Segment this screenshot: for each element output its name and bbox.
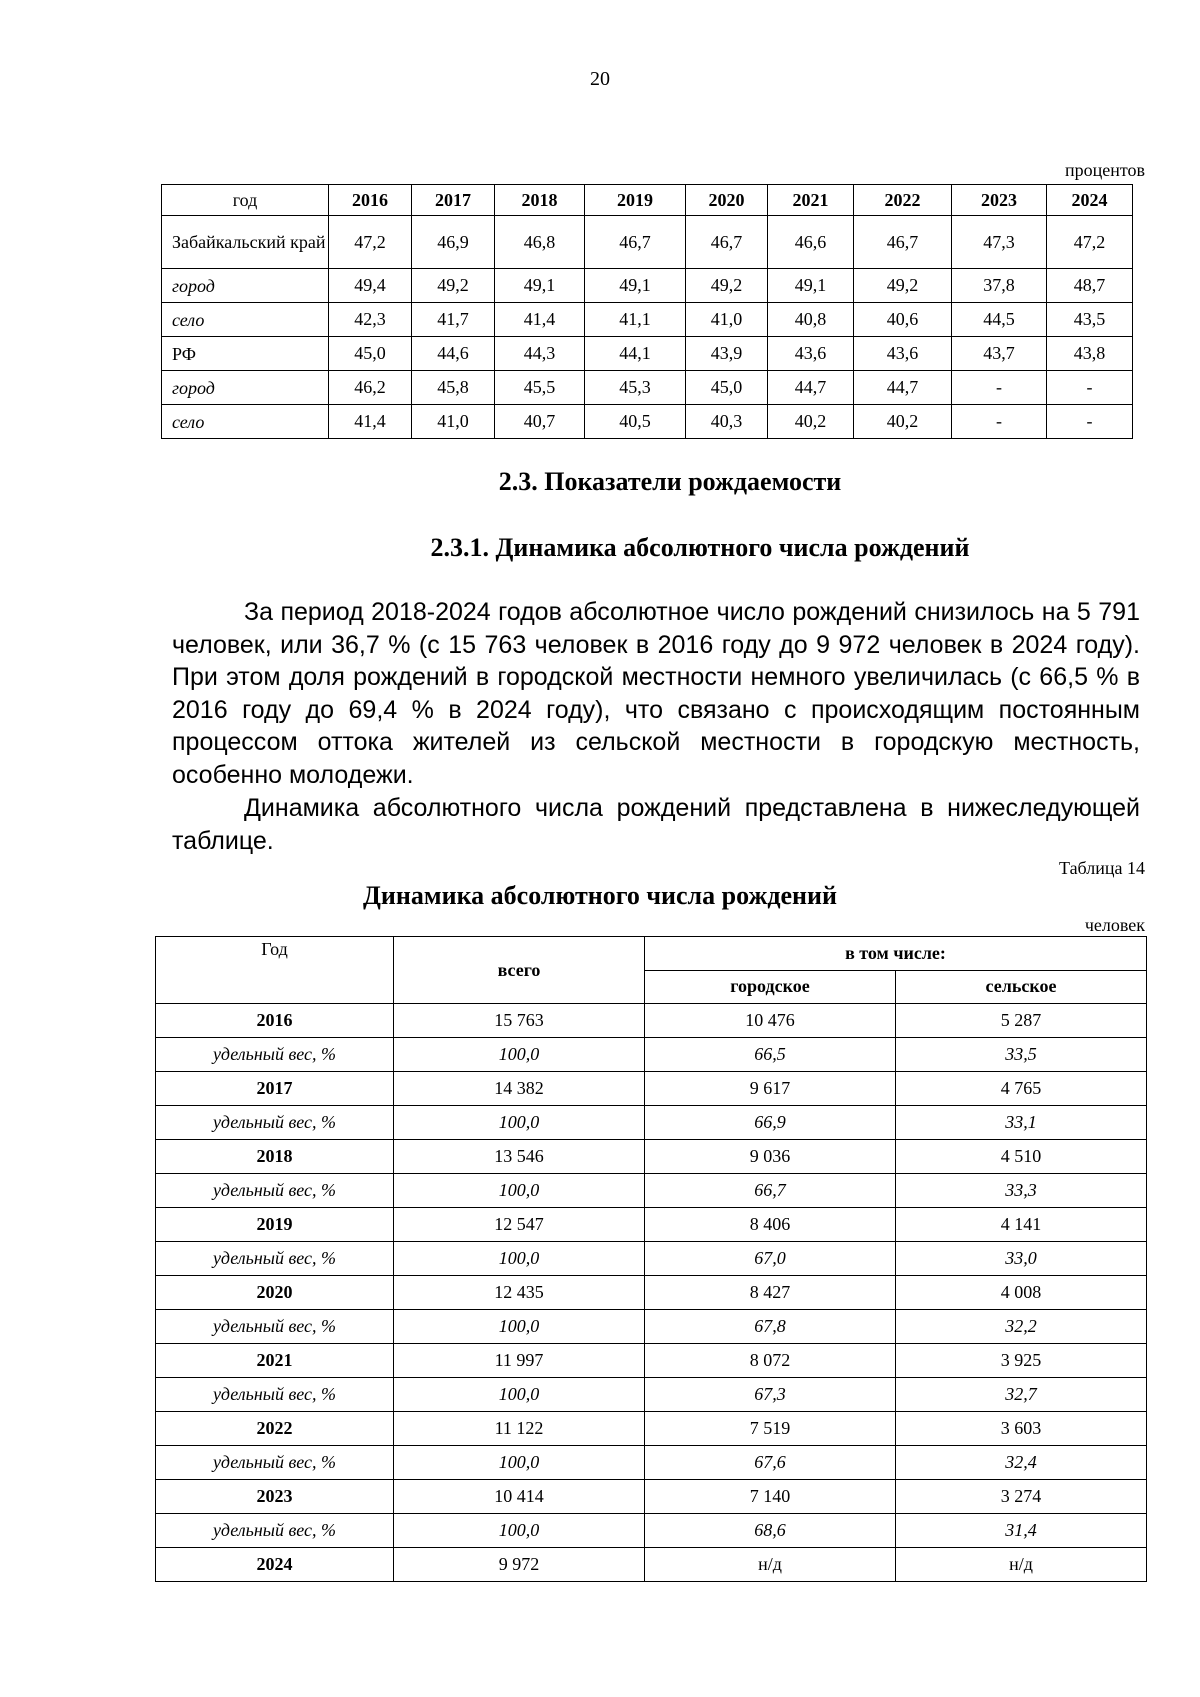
value-cell: 44,5 — [952, 303, 1047, 337]
value-cell: - — [1047, 371, 1133, 405]
row-label: 2021 — [156, 1344, 394, 1378]
value-cell: 46,2 — [329, 371, 412, 405]
urban-column-header: городское — [645, 970, 896, 1004]
table-number-label: Таблица 14 — [1059, 858, 1145, 878]
table-row — [162, 405, 1133, 439]
table-row — [156, 1242, 1147, 1276]
value-cell: 49,2 — [412, 269, 495, 303]
table-row — [156, 1174, 1147, 1208]
table1-header-cell: 2024 — [1047, 185, 1133, 216]
urban-cell: 7 519 — [645, 1412, 896, 1446]
value-cell: 47,2 — [1047, 216, 1133, 269]
table-row — [156, 1446, 1147, 1480]
total-cell: 100,0 — [394, 1378, 645, 1412]
table1-header-cell: 2020 — [686, 185, 768, 216]
value-cell: 44,7 — [768, 371, 854, 405]
including-header: в том числе: — [645, 937, 1147, 971]
rural-cell: 3 274 — [896, 1480, 1147, 1514]
total-cell: 100,0 — [394, 1242, 645, 1276]
value-cell: 41,4 — [329, 405, 412, 439]
table-row — [162, 371, 1133, 405]
table-row — [156, 1106, 1147, 1140]
row-label: 2017 — [156, 1072, 394, 1106]
urban-cell: 9 036 — [645, 1140, 896, 1174]
value-cell: 44,6 — [412, 337, 495, 371]
total-cell: 100,0 — [394, 1174, 645, 1208]
value-cell: 48,7 — [1047, 269, 1133, 303]
rural-cell: 4 765 — [896, 1072, 1147, 1106]
urban-cell: 67,8 — [645, 1310, 896, 1344]
value-cell: 40,7 — [495, 405, 585, 439]
value-cell: 45,0 — [686, 371, 768, 405]
row-label: 2023 — [156, 1480, 394, 1514]
value-cell: 46,8 — [495, 216, 585, 269]
table-row — [156, 1072, 1147, 1106]
body-paragraph: За период 2018-2024 годов абсолютное число рождений снизилось на 5 791 человек, или 36,7 % (с 15 763 человек в 2016 году до 9 972 человек в 2024 году). При этом доля рождений в городской местности немного увеличилась (с 66,5 % в 2016 году до 69,4 % в 2024 году), что связано с происходящим постоянным процессом оттока жителей из сельской местности в городскую местность, особенно молодежи. — [172, 598, 1140, 789]
row-label: 2024 — [156, 1548, 394, 1582]
urban-cell: 9 617 — [645, 1072, 896, 1106]
value-cell: 43,6 — [854, 337, 952, 371]
table1-header-cell: 2022 — [854, 185, 952, 216]
row-label: 2018 — [156, 1140, 394, 1174]
table1-header-cell: 2017 — [412, 185, 495, 216]
urban-cell: 67,0 — [645, 1242, 896, 1276]
urban-cell: 66,5 — [645, 1038, 896, 1072]
row-label: Забайкальский край — [162, 216, 329, 269]
row-label: удельный вес, % — [156, 1106, 394, 1140]
row-label: удельный вес, % — [156, 1174, 394, 1208]
births-table — [155, 936, 1147, 1582]
subsection-heading: 2.3.1. Динамика абсолютного числа рождений — [430, 533, 970, 562]
value-cell: - — [952, 405, 1047, 439]
table-row — [156, 1208, 1147, 1242]
table-row — [162, 269, 1133, 303]
rural-cell: 4 141 — [896, 1208, 1147, 1242]
urban-cell: 68,6 — [645, 1514, 896, 1548]
total-cell: 12 435 — [394, 1276, 645, 1310]
rural-cell: 33,1 — [896, 1106, 1147, 1140]
value-cell: 45,3 — [585, 371, 686, 405]
value-cell: 41,0 — [686, 303, 768, 337]
women-share-table — [161, 184, 1133, 439]
total-cell: 100,0 — [394, 1446, 645, 1480]
value-cell: 46,7 — [585, 216, 686, 269]
page-number: 20 — [590, 68, 610, 90]
table-row — [162, 216, 1133, 269]
body-paragraph: Динамика абсолютного числа рождений представлена в нижеследующей таблице. — [172, 794, 1140, 855]
row-label: село — [162, 303, 329, 337]
rural-cell: 33,5 — [896, 1038, 1147, 1072]
total-cell: 100,0 — [394, 1038, 645, 1072]
row-label: удельный вес, % — [156, 1446, 394, 1480]
year-column-header: Год — [156, 937, 394, 1004]
table1-header-row — [162, 185, 1133, 216]
urban-cell: н/д — [645, 1548, 896, 1582]
value-cell: 46,7 — [854, 216, 952, 269]
value-cell: 43,6 — [768, 337, 854, 371]
value-cell: 45,0 — [329, 337, 412, 371]
table1-unit: процентов — [1064, 160, 1145, 180]
table-row — [156, 1548, 1147, 1582]
total-cell: 11 122 — [394, 1412, 645, 1446]
table2-unit: человек — [1084, 915, 1145, 935]
total-column-header: всего — [394, 937, 645, 1004]
rural-cell: 31,4 — [896, 1514, 1147, 1548]
value-cell: 40,6 — [854, 303, 952, 337]
value-cell: - — [1047, 405, 1133, 439]
rural-cell: 5 287 — [896, 1004, 1147, 1038]
value-cell: 40,5 — [585, 405, 686, 439]
total-cell: 100,0 — [394, 1310, 645, 1344]
value-cell: 47,3 — [952, 216, 1047, 269]
rural-cell: 3 925 — [896, 1344, 1147, 1378]
row-label: 2020 — [156, 1276, 394, 1310]
value-cell: 41,4 — [495, 303, 585, 337]
row-label: 2022 — [156, 1412, 394, 1446]
table1-header-cell: 2021 — [768, 185, 854, 216]
value-cell: - — [952, 371, 1047, 405]
rural-cell: 4 008 — [896, 1276, 1147, 1310]
section-heading: 2.3. Показатели рождаемости — [498, 467, 842, 496]
table1-header-cell: год — [162, 185, 329, 216]
table-row — [156, 1344, 1147, 1378]
urban-cell: 10 476 — [645, 1004, 896, 1038]
value-cell: 41,0 — [412, 405, 495, 439]
value-cell: 49,1 — [585, 269, 686, 303]
table1-header-cell: 2019 — [585, 185, 686, 216]
value-cell: 41,7 — [412, 303, 495, 337]
row-label: город — [162, 269, 329, 303]
urban-cell: 7 140 — [645, 1480, 896, 1514]
total-cell: 100,0 — [394, 1106, 645, 1140]
table2-header-row — [156, 937, 1147, 971]
rural-cell: 32,7 — [896, 1378, 1147, 1412]
value-cell: 44,1 — [585, 337, 686, 371]
urban-cell: 66,9 — [645, 1106, 896, 1140]
rural-cell: 32,2 — [896, 1310, 1147, 1344]
value-cell: 46,7 — [686, 216, 768, 269]
row-label: город — [162, 371, 329, 405]
table-row — [162, 303, 1133, 337]
rural-column-header: сельское — [896, 970, 1147, 1004]
value-cell: 40,2 — [768, 405, 854, 439]
rural-cell: 33,3 — [896, 1174, 1147, 1208]
total-cell: 14 382 — [394, 1072, 645, 1106]
row-label: РФ — [162, 337, 329, 371]
row-label: удельный вес, % — [156, 1514, 394, 1548]
total-cell: 12 547 — [394, 1208, 645, 1242]
urban-cell: 8 406 — [645, 1208, 896, 1242]
value-cell: 46,6 — [768, 216, 854, 269]
value-cell: 44,3 — [495, 337, 585, 371]
table-row — [156, 1310, 1147, 1344]
table-row — [156, 1480, 1147, 1514]
row-label: 2016 — [156, 1004, 394, 1038]
table-row — [162, 337, 1133, 371]
value-cell: 40,3 — [686, 405, 768, 439]
rural-cell: 32,4 — [896, 1446, 1147, 1480]
table-row — [156, 1378, 1147, 1412]
row-label: 2019 — [156, 1208, 394, 1242]
rural-cell: 3 603 — [896, 1412, 1147, 1446]
table1-header-cell: 2023 — [952, 185, 1047, 216]
value-cell: 49,2 — [686, 269, 768, 303]
table1-header-cell: 2016 — [329, 185, 412, 216]
table1-header-cell: 2018 — [495, 185, 585, 216]
urban-cell: 66,7 — [645, 1174, 896, 1208]
row-label: удельный вес, % — [156, 1310, 394, 1344]
urban-cell: 67,3 — [645, 1378, 896, 1412]
value-cell: 42,3 — [329, 303, 412, 337]
table-row — [156, 1038, 1147, 1072]
value-cell: 44,7 — [854, 371, 952, 405]
rural-cell: 33,0 — [896, 1242, 1147, 1276]
value-cell: 43,8 — [1047, 337, 1133, 371]
value-cell: 47,2 — [329, 216, 412, 269]
value-cell: 49,1 — [768, 269, 854, 303]
value-cell: 40,2 — [854, 405, 952, 439]
row-label: удельный вес, % — [156, 1242, 394, 1276]
table-row — [156, 1140, 1147, 1174]
value-cell: 40,8 — [768, 303, 854, 337]
urban-cell: 67,6 — [645, 1446, 896, 1480]
urban-cell: 8 427 — [645, 1276, 896, 1310]
value-cell: 37,8 — [952, 269, 1047, 303]
value-cell: 45,8 — [412, 371, 495, 405]
value-cell: 49,1 — [495, 269, 585, 303]
value-cell: 43,5 — [1047, 303, 1133, 337]
total-cell: 13 546 — [394, 1140, 645, 1174]
table-title: Динамика абсолютного числа рождений — [363, 881, 837, 910]
rural-cell: н/д — [896, 1548, 1147, 1582]
value-cell: 46,9 — [412, 216, 495, 269]
total-cell: 10 414 — [394, 1480, 645, 1514]
total-cell: 15 763 — [394, 1004, 645, 1038]
value-cell: 43,7 — [952, 337, 1047, 371]
value-cell: 43,9 — [686, 337, 768, 371]
row-label: удельный вес, % — [156, 1038, 394, 1072]
row-label: село — [162, 405, 329, 439]
table-row — [156, 1004, 1147, 1038]
total-cell: 11 997 — [394, 1344, 645, 1378]
value-cell: 49,2 — [854, 269, 952, 303]
total-cell: 100,0 — [394, 1514, 645, 1548]
rural-cell: 4 510 — [896, 1140, 1147, 1174]
urban-cell: 8 072 — [645, 1344, 896, 1378]
total-cell: 9 972 — [394, 1548, 645, 1582]
value-cell: 41,1 — [585, 303, 686, 337]
table-row — [156, 1514, 1147, 1548]
value-cell: 45,5 — [495, 371, 585, 405]
table-row — [156, 1276, 1147, 1310]
value-cell: 49,4 — [329, 269, 412, 303]
row-label: удельный вес, % — [156, 1378, 394, 1412]
table-row — [156, 1412, 1147, 1446]
